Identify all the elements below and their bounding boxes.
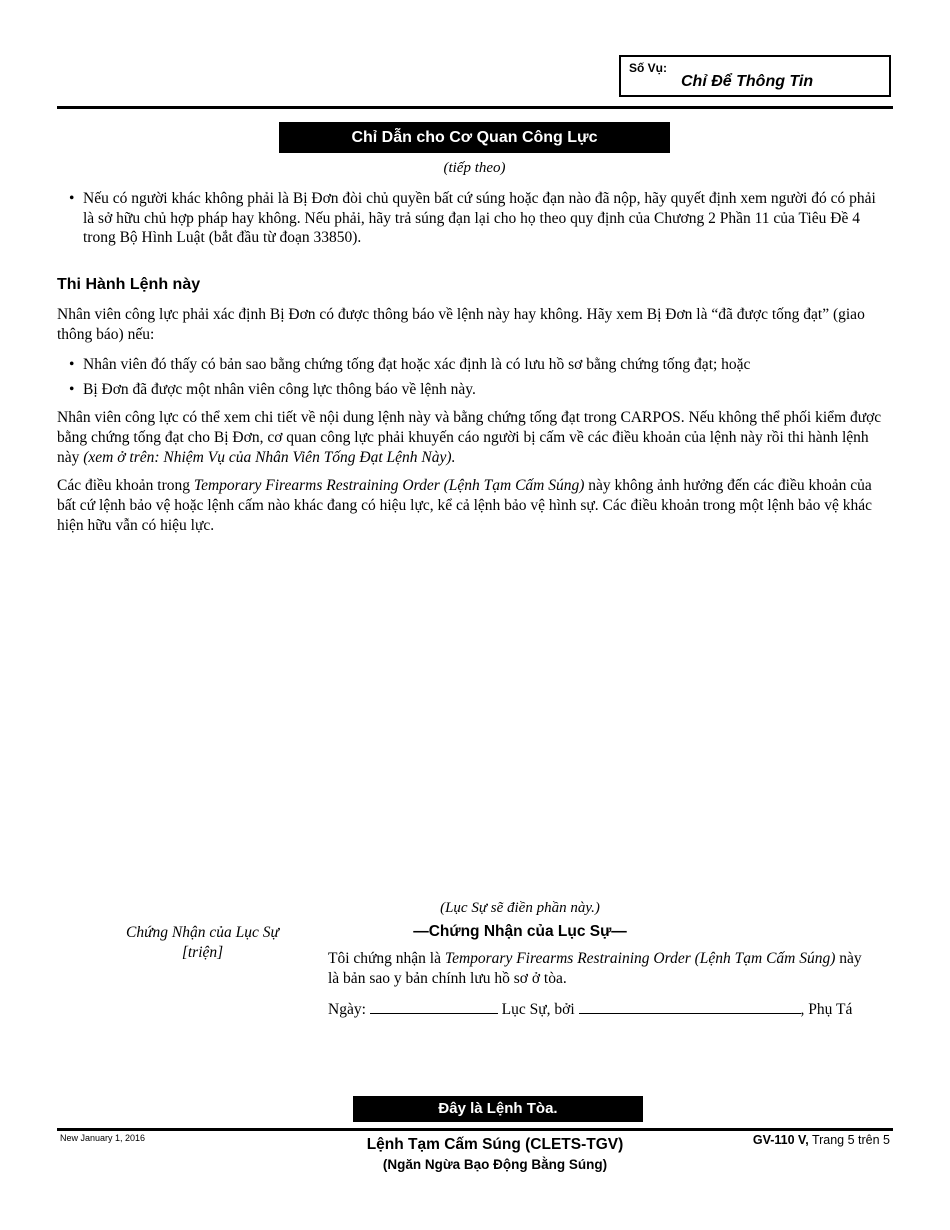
- list-item: • Bị Đơn đã được một nhân viên công lực thông báo về lệnh này.: [57, 380, 887, 400]
- instructions-list: [57, 189, 887, 253]
- footer-divider: [57, 1128, 893, 1131]
- revision-date: New January 1, 2016: [60, 1133, 146, 1143]
- date-field[interactable]: [370, 999, 498, 1014]
- service-conditions-list: [57, 355, 887, 404]
- case-number-value: Chỉ Để Thông Tin: [681, 73, 814, 90]
- clerk-seal-label: [110, 923, 295, 963]
- date-label: Ngày:: [328, 1001, 366, 1018]
- case-number-label: Số Vụ:: [629, 61, 667, 75]
- terms-paragraph: [57, 476, 887, 536]
- clerk-by-label: Lục Sự, bởi: [501, 1001, 575, 1018]
- certificate-date-line: [328, 999, 888, 1019]
- case-number-box: [619, 55, 891, 97]
- page-identifier: [753, 1133, 890, 1147]
- top-divider: [57, 106, 893, 109]
- certificate-text-end: này là bản sao y bản chính lưu hồ sơ ở tòa.: [328, 950, 862, 987]
- certificate-order-title: Temporary Firearms Restraining Order (Lệnh Tạm Cấm Súng): [444, 950, 836, 967]
- carpos-text: Nhân viên công lực có thể xem chi tiết về nội dung lệnh này và bằng chứng tống đạt trong CARPOS. Nếu không thể phối kiểm được bằng chứng tống đạt cho Bị Đơn, cơ quan công lực phải khuyến cáo người bị cấm về các điều khoản của lệnh này rồi thi hành lệnh này: [57, 409, 882, 466]
- list-item: • Nếu có người khác không phải là Bị Đơn đòi chủ quyền bất cứ súng hoặc đạn nào đã nộp, hãy quyết định xem người đó có phải là sở hữu chủ hợp pháp hay không. Nếu phải, hãy trả súng đạn lại cho họ theo quy định của Chương 2 Phần 11 của Tiêu Đề 4 trong Bộ Hình Luật (bắt đầu từ đoạn 33850).: [57, 189, 887, 248]
- enforce-intro: Nhân viên công lực phải xác định Bị Đơn có được thông báo về lệnh này hay không. Hãy xem Bị Đơn là “đã được tống đạt” (giao thông báo) nếu:: [57, 306, 865, 343]
- carpos-reference: (xem ở trên: Nhiệm Vụ của Nhân Viên Tống Đạt Lệnh Này).: [83, 449, 456, 466]
- order-title-italic: Temporary Firearms Restraining Order (Lệnh Tạm Cấm Súng): [193, 477, 585, 494]
- terms-text-start: Các điều khoản trong: [57, 477, 191, 494]
- page-number: Trang 5 trên 5: [811, 1133, 890, 1147]
- carpos-paragraph: [57, 408, 887, 468]
- list-item: • Nhân viên đó thấy có bản sao bằng chứng tống đạt hoặc xác định là có lưu hồ sơ bằng chứng tống đạt; hoặc: [57, 355, 887, 375]
- seal-label-title: Chứng Nhận của Lục Sự: [126, 924, 279, 941]
- instructions-banner: Chỉ Dẫn cho Cơ Quan Công Lực: [279, 122, 670, 153]
- certificate-text: [328, 949, 868, 989]
- terms-text-end: này không ảnh hưởng đến các điều khoản của bất cứ lệnh bảo vệ hoặc lệnh cấm nào khác đang có hiệu lực, kể cả lệnh bảo vệ hình sự. Các điều khoản trong một lệnh bảo vệ khác hiện hữu vẫn có hiệu lực.: [57, 477, 872, 534]
- continued-label: (tiếp theo): [443, 160, 506, 176]
- certificate-title: —Chứng Nhận của Lục Sự—: [413, 923, 627, 940]
- clerk-note: (Lục Sự sẽ điền phần này.): [440, 900, 600, 916]
- seal-label-bracket: [triện]: [181, 944, 224, 961]
- section-heading-enforce: Thi Hành Lệnh này: [57, 276, 201, 293]
- deputy-name-field[interactable]: [579, 999, 801, 1014]
- court-order-banner: Đây là Lệnh Tòa.: [353, 1096, 643, 1122]
- deputy-label: , Phụ Tá: [800, 1001, 853, 1018]
- form-subtitle: (Ngăn Ngừa Bạo Động Bằng Súng): [382, 1157, 608, 1172]
- certificate-text-start: Tôi chứng nhận là: [328, 950, 441, 967]
- form-number: GV-110 V,: [752, 1133, 809, 1147]
- form-title: Lệnh Tạm Cấm Súng (CLETS-TGV): [366, 1136, 624, 1153]
